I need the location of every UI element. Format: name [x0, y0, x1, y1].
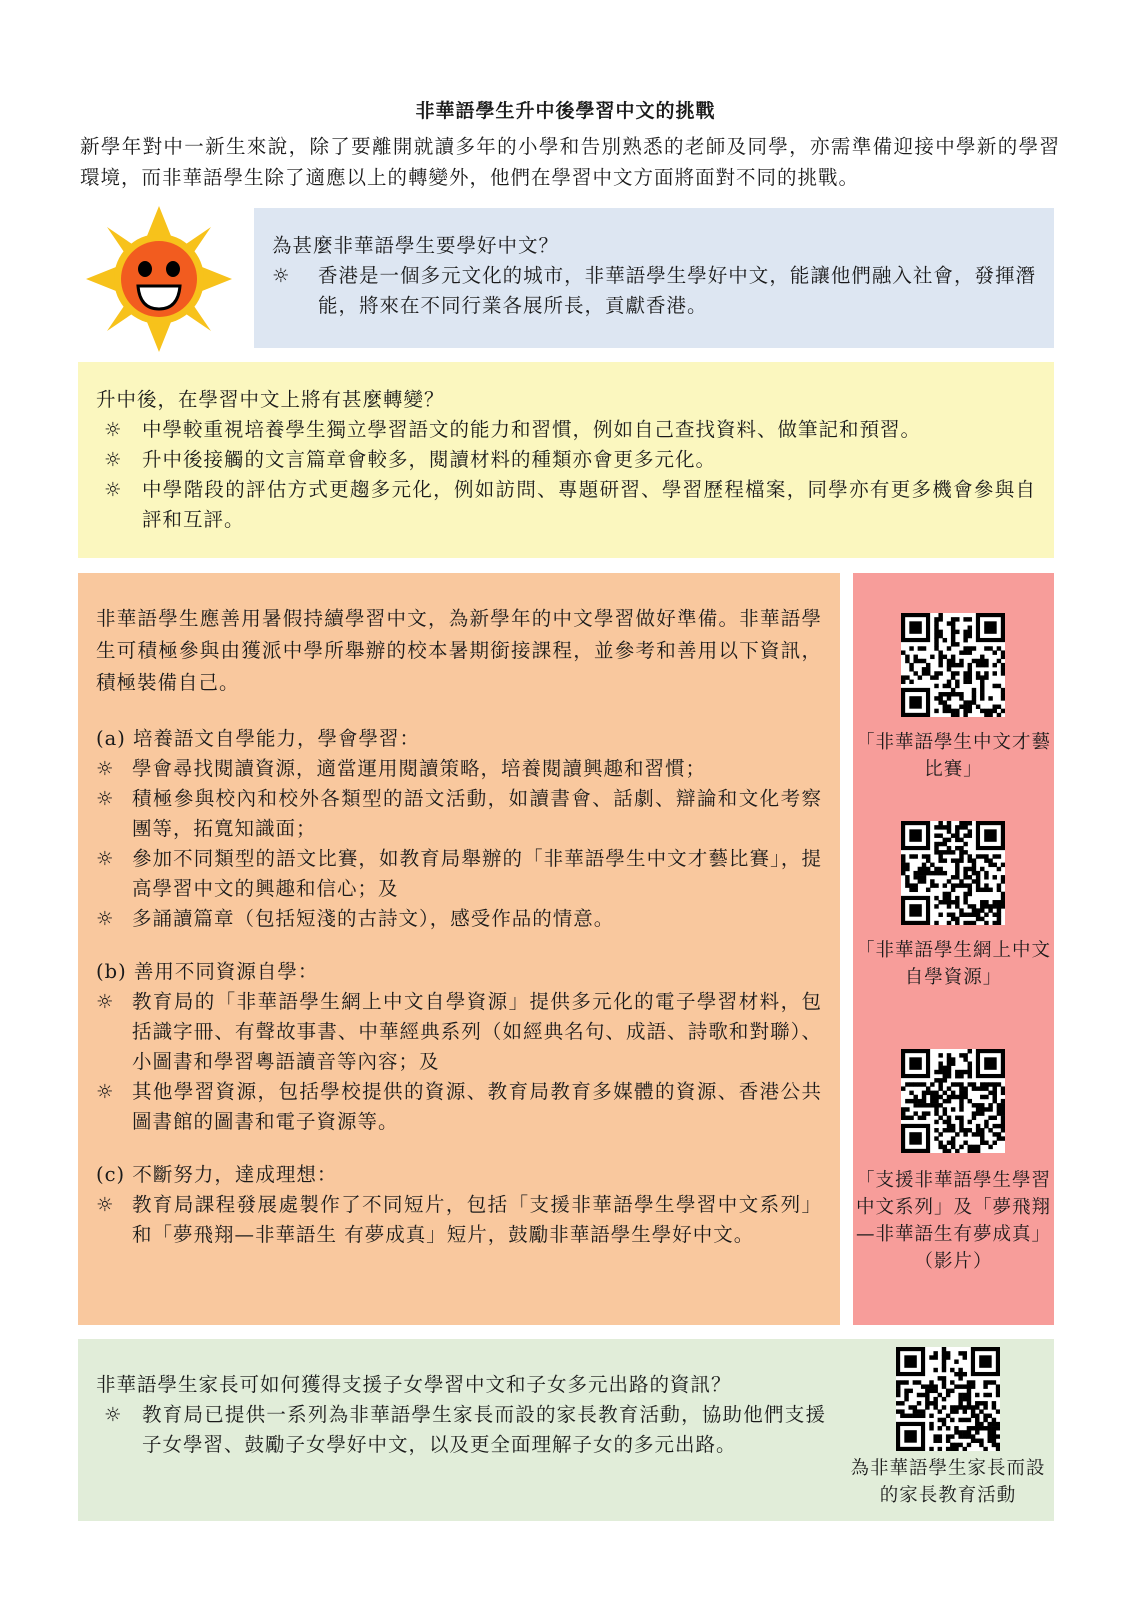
section-heading: (a) 培養語文自學能力，學會學習：	[96, 727, 421, 750]
parents-box	[78, 1339, 1054, 1521]
list-item: ☼ 積極參與校內和校外各類型的語文活動，如讀書會、話劇、辯論和文化考察團等，拓寬知識面；	[96, 784, 822, 844]
list-item: ☼ 中學較重視培養學生獨立學習語文的能力和習慣，例如自己查找資料、做筆記和預習。	[96, 415, 1036, 445]
list-item: ☼ 香港是一個多元文化的城市，非華語學生學好中文，能讓他們融入社會，發揮潛能，將來在不同行業各展所長，貢獻香港。	[272, 261, 1036, 321]
qr-caption-videos: 「支援非華語學生學習中文系列」及「夢飛翔—非華語生有夢成真」（影片）	[855, 1170, 1051, 1272]
intro-paragraph: 新學年對中一新生來說，除了要離開就讀多年的小學和告別熟悉的老師及同學，亦需準備迎接中學新的學習環境，而非華語學生除了適應以上的轉變外，他們在學習中文方面將面對不同的挑戰。	[80, 135, 1060, 189]
sun-bullet-icon: ☼	[104, 1403, 123, 1426]
list-item: ☼ 學會尋找閱讀資源，適當運用閱讀策略，培養閱讀興趣和習慣；	[96, 754, 822, 784]
preparation-box	[78, 573, 840, 1325]
list-item: ☼ 參加不同類型的語文比賽，如教育局舉辦的「非華語學生中文才藝比賽」，提高學習中文的興趣和信心；及	[96, 844, 822, 904]
section-heading: (c) 不斷努力，達成理想：	[96, 1163, 338, 1186]
qr-code-parents[interactable]	[896, 1347, 1000, 1451]
sun-bullet-icon: ☼	[272, 264, 291, 287]
sun-illustration	[86, 206, 232, 352]
sun-bullet-icon: ☼	[96, 757, 115, 780]
sun-bullet-icon: ☼	[104, 418, 123, 441]
section-heading: (b) 善用不同資源自學：	[96, 960, 319, 983]
preparation-intro: 非華語學生應善用暑假持續學習中文，為新學年的中文學習做好準備。非華語學生可積極參與由獲派中學所舉辦的校本暑期銜接課程，並參考和善用以下資訊，積極裝備自己。	[96, 607, 822, 694]
sun-bullet-icon: ☼	[96, 847, 115, 870]
sun-bullet-icon: ☼	[96, 1193, 115, 1216]
qr-caption-competition: 「非華語學生中文才藝比賽」	[855, 732, 1051, 780]
section-b	[96, 956, 822, 1137]
section-c	[96, 1159, 822, 1250]
changes-question: 升中後，在學習中文上將有甚麼轉變？	[96, 388, 445, 411]
why-question: 為甚麼非華語學生要學好中文？	[272, 234, 560, 257]
sun-bullet-icon: ☼	[96, 990, 115, 1013]
page-title: 非華語學生升中後學習中文的挑戰	[415, 100, 716, 122]
qr-code-column	[853, 573, 1054, 1325]
section-a	[96, 723, 822, 934]
qr-code-online-resources[interactable]	[901, 821, 1005, 925]
sun-bullet-icon: ☼	[104, 448, 123, 471]
list-item: ☼ 教育局的「非華語學生網上中文自學資源」提供多元化的電子學習材料，包括識字冊、有聲故事書、中華經典系列（如經典名句、成語、詩歌和對聯）、小圖書和學習粵語讀音等內容；及	[96, 987, 822, 1077]
qr-caption-online-resources: 「非華語學生網上中文自學資源」	[855, 940, 1051, 988]
sun-bullet-icon: ☼	[104, 478, 123, 501]
qr-code-videos[interactable]	[901, 1049, 1005, 1153]
sun-bullet-icon: ☼	[96, 907, 115, 930]
changes-box	[78, 362, 1054, 558]
list-item: ☼ 教育局課程發展處製作了不同短片，包括「支援非華語學生學習中文系列」和「夢飛翔—非華語生 有夢成真」短片，鼓勵非華語學生學好中文。	[96, 1190, 822, 1250]
qr-code-competition[interactable]	[901, 613, 1005, 717]
list-item: ☼ 中學階段的評估方式更趨多元化，例如訪問、專題研習、學習歷程檔案，同學亦有更多機會參與自評和互評。	[96, 475, 1036, 535]
qr-caption-parents: 為非華語學生家長而設的家長教育活動	[850, 1458, 1046, 1506]
list-item: ☼ 升中後接觸的文言篇章會較多，閱讀材料的種類亦會更多元化。	[96, 445, 1036, 475]
parents-question: 非華語學生家長可如何獲得支援子女學習中文和子女多元出路的資訊？	[96, 1373, 732, 1396]
list-item: ☼ 多誦讀篇章（包括短淺的古詩文），感受作品的情意。	[96, 904, 822, 934]
list-item: ☼ 教育局已提供一系列為非華語學生家長而設的家長教育活動，協助他們支援子女學習、鼓勵子女學好中文，以及更全面理解子女的多元出路。	[96, 1400, 826, 1460]
list-item: ☼ 其他學習資源，包括學校提供的資源、教育局教育多媒體的資源、香港公共圖書館的圖書和電子資源等。	[96, 1077, 822, 1137]
sun-bullet-icon: ☼	[96, 1080, 115, 1103]
sun-bullet-icon: ☼	[96, 787, 115, 810]
why-learn-chinese-box	[254, 208, 1054, 348]
